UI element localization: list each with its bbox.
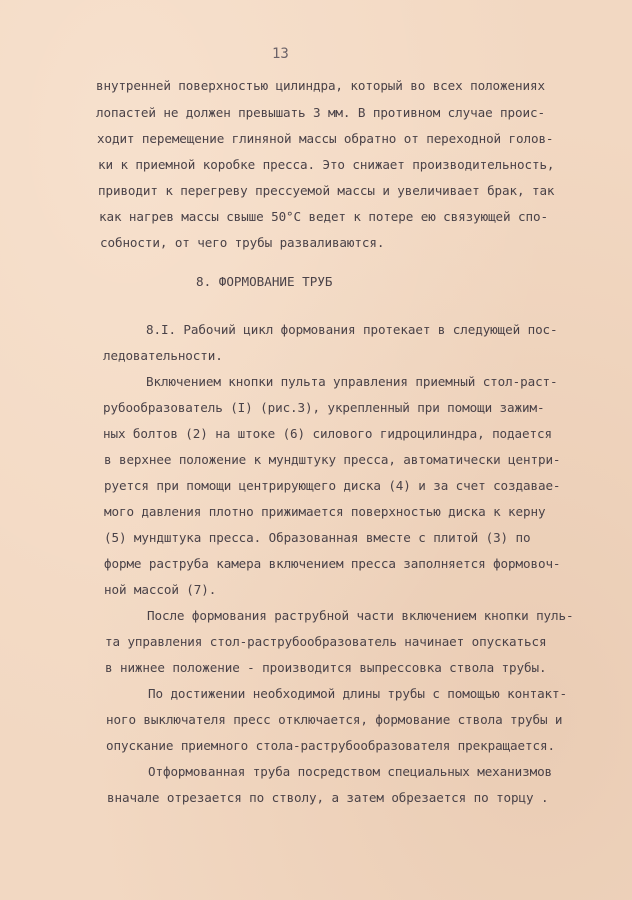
text-line: как нагрев массы свыше 50°С ведет к потере ею связующей спо- <box>99 209 548 224</box>
text-line: форме раструба камера включением пресса заполняется формовоч- <box>104 556 561 571</box>
text-line: в верхнее положение к мундштуку пресса, автоматически центри- <box>104 452 561 467</box>
text-line: Включением кнопки пульта управления приемный стол-раст- <box>146 374 558 389</box>
text-line: (5) мундштука пресса. Образованная вместе с плитой (3) по <box>104 530 531 545</box>
text-line: та управления стол-раструбообразователь начинает опускаться <box>105 634 547 649</box>
text-line: рубообразователь (I) (рис.3), укрепленный при помощи зажим- <box>103 400 545 415</box>
section-heading: 8. ФОРМОВАНИЕ ТРУБ <box>196 274 333 289</box>
text-line: лопастей не должен превышать 3 мм. В противном случае проис- <box>96 105 545 120</box>
page-number: 13 <box>272 46 289 62</box>
text-line: 8.I. Рабочий цикл формования протекает в следующей пос- <box>146 322 558 337</box>
text-line: ки к приемной коробке пресса. Это снижает производительность, <box>98 157 555 172</box>
text-line: После формования раструбной части включением кнопки пуль- <box>147 608 574 623</box>
text-line: ных болтов (2) на штоке (6) силового гидроцилиндра, подается <box>103 426 552 441</box>
text-line: руется при помощи центрирующего диска (4) и за счет создавае- <box>104 478 561 493</box>
text-line: вначале отрезается по стволу, а затем обрезается по торцу . <box>107 790 549 805</box>
text-line: ной массой (7). <box>104 582 217 597</box>
text-line: собности, от чего трубы разваливаются. <box>100 235 385 250</box>
text-line: опускание приемного стола-раструбообразователя прекращается. <box>106 738 555 753</box>
text-line: ного выключателя пресс отключается, формование ствола трубы и <box>106 712 563 727</box>
text-line: ходит перемещение глиняной массы обратно от переходной голов- <box>97 131 554 146</box>
text-line: Отформованная труба посредством специальных механизмов <box>148 764 553 779</box>
text-line: внутренней поверхностью цилиндра, который во всех положениях <box>96 78 545 93</box>
text-line: в нижнее положение - производится выпрессовка ствола трубы. <box>105 660 547 675</box>
text-line: мого давления плотно прижимается поверхностью диска к керну <box>104 504 546 519</box>
text-line: приводит к перегреву прессуемой массы и увеличивает брак, так <box>98 183 555 198</box>
text-line: ледовательности. <box>103 348 223 363</box>
text-line: По достижении необходимой длины трубы с помощью контакт- <box>148 686 567 701</box>
